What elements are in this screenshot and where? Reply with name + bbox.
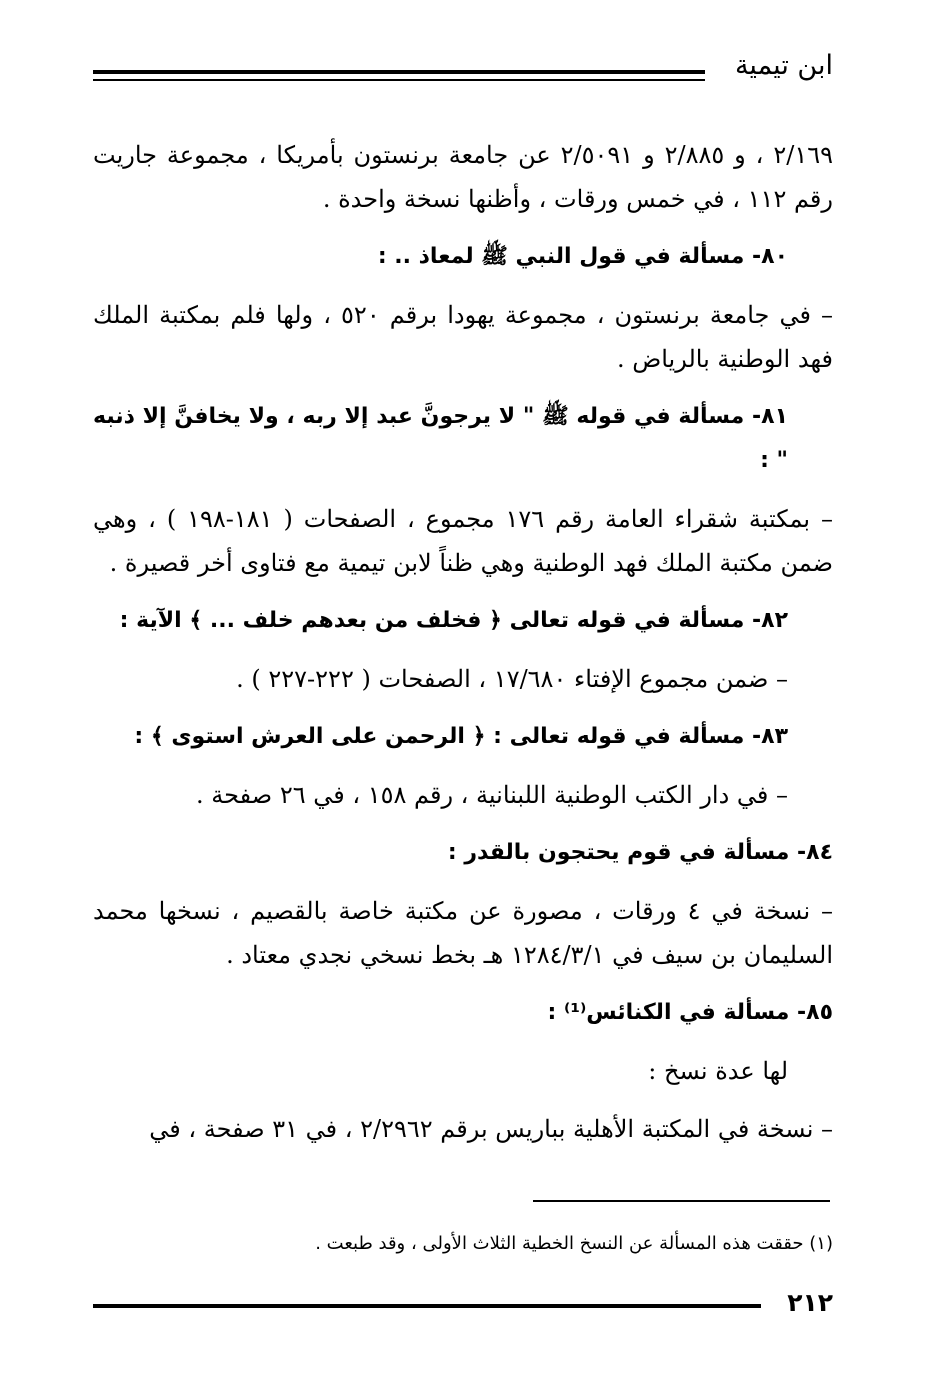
entry-heading-80: ٨٠- مسألة في قول النبي ﷺ لمعاذ .. : xyxy=(377,244,788,269)
page-number: ٢١٢ xyxy=(787,1288,833,1317)
entry-heading-84: ٨٤- مسألة في قوم يحتجون بالقدر : xyxy=(447,840,833,865)
footer-rule xyxy=(93,1304,761,1308)
paragraph-text: – نسخة في المكتبة الأهلية بباريس برقم ٢/٢٩٦٢ ، في ٣١ صفحة ، في xyxy=(149,1115,833,1143)
paragraph-text: – بمكتبة شقراء العامة رقم ١٧٦ مجموع ، الصفحات ( ١٨١-١٩٨ ) ، وهي ضمن مكتبة الملك فهد الوطنية وهي ظناً لابن تيمية مع فتاوى أخر قصيرة . xyxy=(93,505,833,577)
paragraph-text: – نسخة في ٤ ورقات ، مصورة عن مكتبة خاصة بالقصيم ، نسخها محمد السليمان بن سيف في ١٢٨٤/٣/١ هـ بخط نسخي نجدي معتاد . xyxy=(93,897,834,969)
running-title: ابن تيمية xyxy=(734,50,833,81)
paragraph-text: ٢/١٦٩ ، و ٢/٨٨٥ و ٢/٥٠٩١ عن جامعة برنستون بأمريكا ، مجموعة جاريت رقم ١١٢ ، في خمس ورقات ، وأظنها نسخة واحدة . xyxy=(93,141,833,213)
paragraph-text: – في دار الكتب الوطنية اللبنانية ، رقم ١٥٨ ، في ٢٦ صفحة . xyxy=(196,781,788,809)
body-text xyxy=(93,133,833,1165)
header-rule-thin xyxy=(93,79,705,81)
footnote: (١) حققت هذه المسألة عن النسخ الخطية الثلاث الأولى ، وقد طبعت . xyxy=(315,1233,833,1254)
paragraph-text: – ضمن مجموع الإفتاء ١٧/٦٨٠ ، الصفحات ( ٢٢٢-٢٢٧ ) . xyxy=(236,665,788,693)
entry-heading-83: ٨٣- مسألة في قوله تعالى : ﴿ الرحمن على العرش استوى ﴾ : xyxy=(134,724,788,749)
entry-heading-85: ٨٥- مسألة في الكنائس⁽¹⁾ : xyxy=(547,1000,833,1025)
header-rule xyxy=(93,70,705,74)
paragraph-text: لها عدة نسخ : xyxy=(648,1057,788,1085)
entry-heading-81: ٨١- مسألة في قوله ﷺ " لا يرجونَّ عبد إلا ربه ، ولا يخافنَّ إلا ذنبه " : xyxy=(93,404,788,473)
paragraph-text: – في جامعة برنستون ، مجموعة يهودا برقم ٥٢٠ ، ولها فلم بمكتبة الملك فهد الوطنية بالرياض . xyxy=(93,301,833,373)
footnote-rule xyxy=(533,1200,830,1202)
entry-heading-82: ٨٢- مسألة في قوله تعالى ﴿ فخلف من بعدهم خلف ... ﴾ الآية : xyxy=(119,608,788,633)
